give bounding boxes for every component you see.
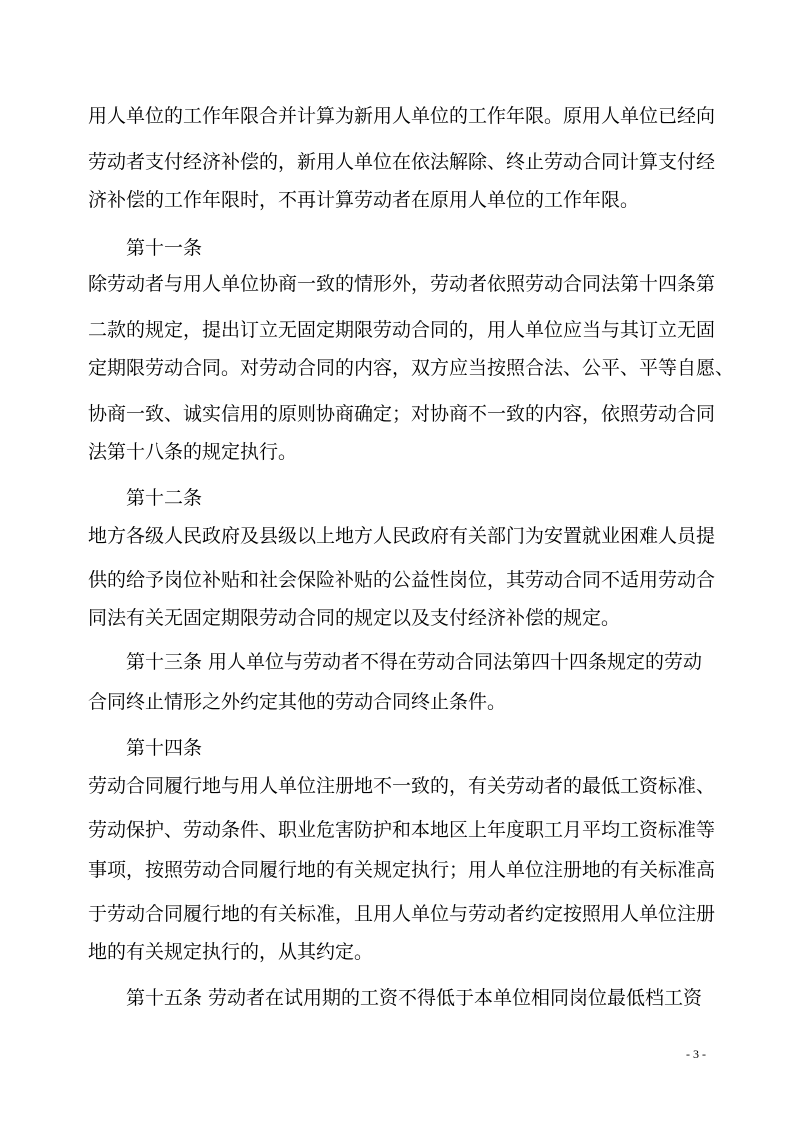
text-line: 除劳动者与用人单位协商一致的情形外，劳动者依照劳动合同法第十四条第 <box>88 273 716 295</box>
text-line: 法第十八条的规定执行。 <box>88 441 298 463</box>
article-heading: 第十二条 <box>126 487 203 509</box>
text-line: 二款的规定，提出订立无固定期限劳动合同的，用人单位应当与其订立无固 <box>88 319 716 341</box>
article-paragraph: 第十五条 劳动者在试用期的工资不得低于本单位相同岗位最低档工资 <box>126 987 703 1009</box>
text-line: 劳动合同履行地与用人单位注册地不一致的，有关劳动者的最低工资标准、 <box>88 775 716 797</box>
text-line: 协商一致、诚实信用的原则协商确定；对协商不一致的内容，依照劳动合同 <box>88 403 716 425</box>
text-line: 定期限劳动合同。对劳动合同的内容，双方应当按照合法、公平、平等自愿、 <box>88 357 735 379</box>
text-line: 地的有关规定执行的，从其约定。 <box>88 941 374 963</box>
text-line: 合同终止情形之外约定其他的劳动合同终止条件。 <box>88 691 507 713</box>
text-line: 同法有关无固定期限劳动合同的规定以及支付经济补偿的规定。 <box>88 607 621 629</box>
text-line: 济补偿的工作年限时，不再计算劳动者在原用人单位的工作年限。 <box>88 189 640 211</box>
article-heading: 第十一条 <box>126 237 203 259</box>
article-paragraph: 第十三条 用人单位与劳动者不得在劳动合同法第四十四条规定的劳动 <box>126 651 703 673</box>
article-heading: 第十四条 <box>126 737 203 759</box>
text-line: 地方各级人民政府及县级以上地方人民政府有关部门为安置就业困难人员提 <box>88 525 716 547</box>
text-line: 劳动者支付经济补偿的，新用人单位在依法解除、终止劳动合同计算支付经 <box>88 151 716 173</box>
page-number: - 3 - <box>686 1047 706 1061</box>
text-line: 用人单位的工作年限合并计算为新用人单位的工作年限。原用人单位已经向 <box>88 105 716 127</box>
text-line: 事项，按照劳动合同履行地的有关规定执行；用人单位注册地的有关标准高 <box>88 859 716 881</box>
text-line: 供的给予岗位补贴和社会保险补贴的公益性岗位，其劳动合同不适用劳动合 <box>88 569 716 591</box>
text-line: 劳动保护、劳动条件、职业危害防护和本地区上年度职工月平均工资标准等 <box>88 819 716 841</box>
text-line: 于劳动合同履行地的有关标准，且用人单位与劳动者约定按照用人单位注册 <box>88 903 716 925</box>
